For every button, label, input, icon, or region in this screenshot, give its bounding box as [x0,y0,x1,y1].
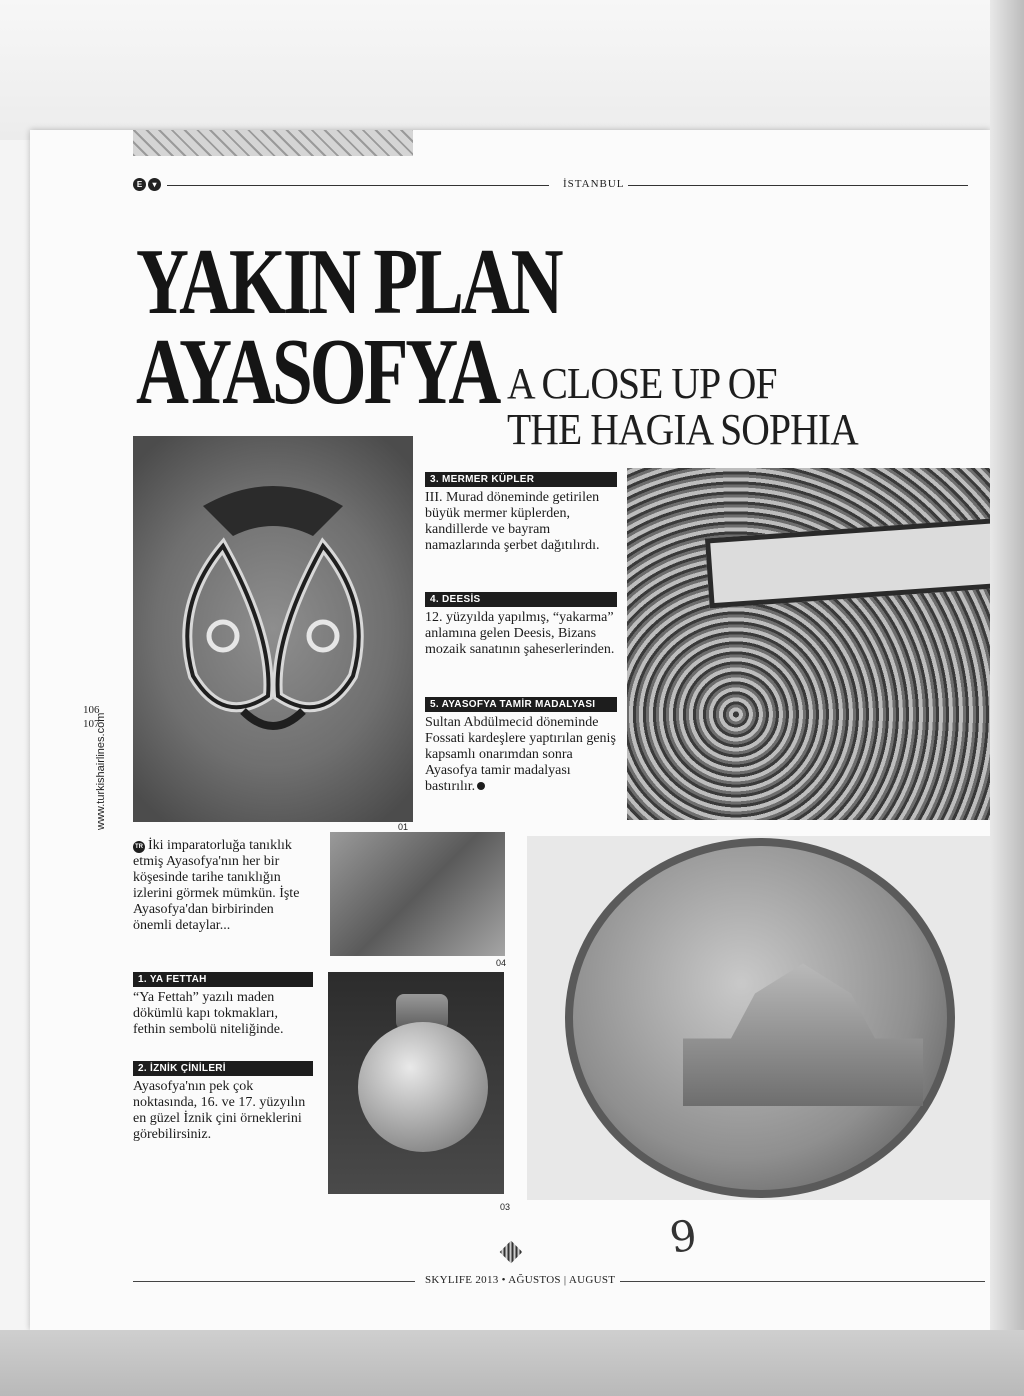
figure-number-04: 04 [496,958,507,968]
headline-line-2: AYASOFYA [136,320,499,424]
caption-body [425,712,617,795]
scan-right-edge [990,0,1024,1396]
caption-body: 12. yüzyılda yapılmış, “yakarma” anlamına gelen Deesis, Bizans mozaik sanatının şaheserlerinden. [425,610,615,657]
headline-line-1: YAKIN PLAN [136,230,561,334]
header-rule-right [628,185,968,186]
mosque-relief [683,956,923,1106]
header-rule-left [167,185,549,186]
repair-medal-photo [527,836,990,1200]
page-number-left: 106 [83,704,100,716]
header-icons [133,178,161,191]
deesis-mosaic-photo [330,832,505,956]
door-knocker-icon [163,476,383,736]
website-url: www.turkishairlines.com [95,712,107,830]
knocker-photo [133,436,413,822]
caption-body: Ayasofya'nın pek çok noktasında, 16. ve 17. yüzyılın en güzel İznik çini örneklerini görebilirsiniz. [133,1079,306,1142]
arrow-down-icon: ▾ [148,178,161,191]
footer-rule-right [620,1281,985,1282]
figure-number-03: 03 [500,1202,511,1212]
caption-heading: 4. DEESİS [425,592,617,607]
caption-iznik-tiles [133,1061,313,1143]
section-header [133,178,993,194]
caption-heading: 2. İZNİK ÇİNİLERİ [133,1061,313,1076]
subtitle-line-2: THE HAGIA SOPHIA [507,405,858,454]
marble-jar-photo [328,972,504,1194]
medal-coin [565,838,955,1198]
caption-body: III. Murad döneminde getirilen büyük mermer küplerden, kandillerde ve bayram namazlarında şerbet dağıtılırdı. [425,490,600,553]
language-e-icon: E [133,178,146,191]
section-label: İSTANBUL [563,178,625,190]
caption-heading: 5. AYASOFYA TAMİR MADALYASI [425,697,617,712]
end-mark-icon [477,782,485,790]
caption-deesis [425,592,617,658]
handwritten-page-number: 9 [666,1210,701,1263]
scan-background-top [0,0,1024,140]
calligraphy-band [705,518,990,609]
iznik-tiles-photo [627,468,990,820]
ornamental-pattern-band [133,130,413,156]
intro-paragraph [133,838,313,934]
caption-heading: 1. YA FETTAH [133,972,313,987]
caption-body-text: Sultan Abdülmecid döneminde Fossati kardeşlere yaptırılan geniş kapsamlı onarımdan sonra Ayasofya tamir madalyası bastırılır. [425,715,616,794]
page-number-right: 107 [83,718,100,730]
caption-ya-fettah [133,972,313,1038]
caption-marble-jars [425,472,617,554]
jar-body [358,1022,488,1152]
intro-text: İki imparatorluğa tanıklık etmiş Ayasofya'nın her bir köşesinde tarihe tanıklığın izlerini görmek mümkün. İşte Ayasofya'dan birbirinden önemli detaylar... [133,838,300,933]
caption-repair-medal [425,697,617,795]
figure-number-01: 01 [398,822,409,832]
scan-background-bottom [0,1330,1024,1396]
caption-heading: 3. MERMER KÜPLER [425,472,617,487]
footer-rule-left [133,1281,415,1282]
language-badge-icon: TR [133,841,145,853]
caption-body: “Ya Fettah” yazılı maden dökümlü kapı tokmakları, fethin sembolü niteliğinde. [133,990,284,1037]
subtitle-line-1: A CLOSE UP OF [507,359,777,408]
footer-issue-label: SKYLIFE 2013 • AĞUSTOS | AUGUST [425,1274,616,1286]
